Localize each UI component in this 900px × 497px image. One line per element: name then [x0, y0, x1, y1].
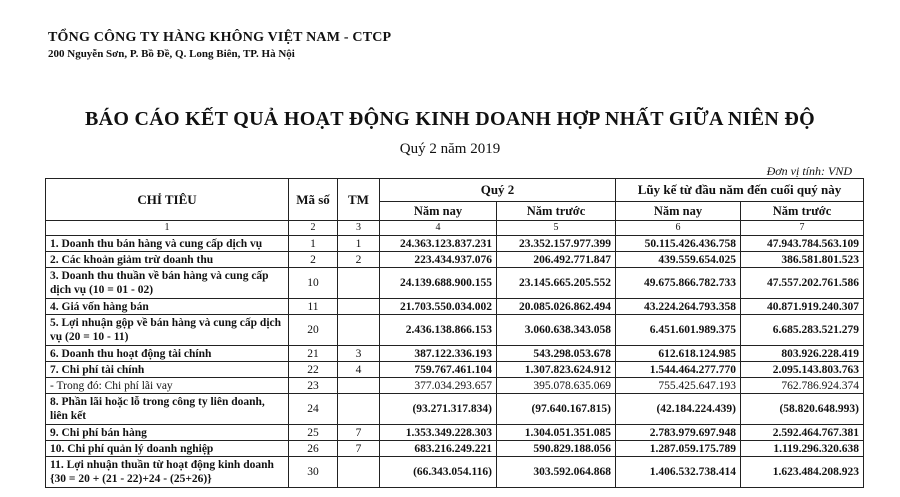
quarter-last-year-value: 3.060.638.343.058 [497, 315, 616, 346]
line-item-code: 20 [289, 315, 338, 346]
line-item-note [338, 394, 380, 425]
ytd-this-year-value: 1.287.059.175.789 [616, 441, 741, 457]
quarter-this-year-value: 683.216.249.221 [380, 441, 497, 457]
column-index: 5 [497, 221, 616, 236]
col-header-quarter: Quý 2 [380, 179, 616, 202]
line-item-note: 7 [338, 425, 380, 441]
column-index: 4 [380, 221, 497, 236]
ytd-last-year-value: 1.119.296.320.638 [741, 441, 864, 457]
quarter-this-year-value: 387.122.336.193 [380, 346, 497, 362]
quarter-last-year-value: 23.352.157.977.399 [497, 236, 616, 252]
ytd-this-year-value: (42.184.224.439) [616, 394, 741, 425]
ytd-last-year-value: 6.685.283.521.279 [741, 315, 864, 346]
report-period: Quý 2 năm 2019 [399, 141, 501, 157]
ytd-this-year-value: 1.544.464.277.770 [616, 362, 741, 378]
table-row [46, 425, 864, 441]
line-item-code: 1 [289, 236, 338, 252]
col-header-ytd-this-year: Năm nay [616, 202, 741, 221]
line-item-note [338, 315, 380, 346]
ytd-last-year-value: 762.786.924.374 [741, 378, 864, 394]
column-index: 3 [338, 221, 380, 236]
line-item-note [338, 299, 380, 315]
ytd-this-year-value: 1.406.532.738.414 [616, 457, 741, 488]
table-row [46, 362, 864, 378]
table-row [46, 252, 864, 268]
line-item-name: 4. Giá vốn hàng bán [46, 299, 289, 315]
column-index: 6 [616, 221, 741, 236]
ytd-this-year-value: 50.115.426.436.758 [616, 236, 741, 252]
line-item-note: 3 [338, 346, 380, 362]
company-name: TỔNG CÔNG TY HÀNG KHÔNG VIỆT NAM - CTCP [48, 30, 392, 45]
header-row-1 [46, 179, 864, 202]
line-item-note: 4 [338, 362, 380, 378]
line-item-code: 30 [289, 457, 338, 488]
table-row [46, 378, 864, 394]
quarter-last-year-value: 1.307.823.624.912 [497, 362, 616, 378]
line-item-code: 2 [289, 252, 338, 268]
company-address: 200 Nguyễn Sơn, P. Bồ Đề, Q. Long Biên, TP. Hà Nội [48, 48, 295, 60]
quarter-last-year-value: 395.078.635.069 [497, 378, 616, 394]
col-header-quarter-this-year: Năm nay [380, 202, 497, 221]
table-row [46, 346, 864, 362]
quarter-last-year-value: 1.304.051.351.085 [497, 425, 616, 441]
quarter-this-year-value: 223.434.937.076 [380, 252, 497, 268]
line-item-name: 2. Các khoản giảm trừ doanh thu [46, 252, 289, 268]
income-statement-table [45, 178, 864, 488]
table-row [46, 236, 864, 252]
quarter-this-year-value: 2.436.138.866.153 [380, 315, 497, 346]
line-item-code: 22 [289, 362, 338, 378]
line-item-name: 8. Phần lãi hoặc lỗ trong công ty liên doanh, liên kết [46, 394, 289, 425]
report-title: BÁO CÁO KẾT QUẢ HOẠT ĐỘNG KINH DOANH HỢP NHẤT GIỮA NIÊN ĐỘ [84, 108, 816, 130]
table-row [46, 268, 864, 299]
line-item-code: 25 [289, 425, 338, 441]
col-header-chi-tieu: CHỈ TIÊU [46, 179, 289, 221]
quarter-this-year-value: (93.271.317.834) [380, 394, 497, 425]
column-index-row [46, 221, 864, 236]
quarter-last-year-value: 590.829.188.056 [497, 441, 616, 457]
line-item-name: 9. Chi phí bán hàng [46, 425, 289, 441]
quarter-last-year-value: (97.640.167.815) [497, 394, 616, 425]
quarter-last-year-value: 206.492.771.847 [497, 252, 616, 268]
line-item-name: 11. Lợi nhuận thuần từ hoạt động kinh doanh {30 = 20 + (21 - 22)+24 - (25+26)} [46, 457, 289, 488]
ytd-this-year-value: 755.425.647.193 [616, 378, 741, 394]
line-item-note: 2 [338, 252, 380, 268]
quarter-this-year-value: 377.034.293.657 [380, 378, 497, 394]
ytd-last-year-value: 2.592.464.767.381 [741, 425, 864, 441]
quarter-this-year-value: 24.363.123.837.231 [380, 236, 497, 252]
report-body [46, 236, 864, 488]
currency-unit: Đơn vị tính: VND [766, 164, 852, 178]
ytd-last-year-value: (58.820.648.993) [741, 394, 864, 425]
line-item-code: 10 [289, 268, 338, 299]
line-item-name: 6. Doanh thu hoạt động tài chính [46, 346, 289, 362]
column-index: 2 [289, 221, 338, 236]
ytd-last-year-value: 803.926.228.419 [741, 346, 864, 362]
quarter-last-year-value: 543.298.053.678 [497, 346, 616, 362]
table-row [46, 299, 864, 315]
line-item-name: - Trong đó: Chi phí lãi vay [46, 378, 289, 394]
line-item-note [338, 378, 380, 394]
line-item-code: 23 [289, 378, 338, 394]
line-item-name: 7. Chi phí tài chính [46, 362, 289, 378]
ytd-last-year-value: 386.581.801.523 [741, 252, 864, 268]
line-item-note: 7 [338, 441, 380, 457]
ytd-this-year-value: 2.783.979.697.948 [616, 425, 741, 441]
quarter-last-year-value: 303.592.064.868 [497, 457, 616, 488]
table-row [46, 457, 864, 488]
line-item-name: 10. Chi phí quản lý doanh nghiệp [46, 441, 289, 457]
ytd-this-year-value: 439.559.654.025 [616, 252, 741, 268]
line-item-note: 1 [338, 236, 380, 252]
ytd-last-year-value: 1.623.484.208.923 [741, 457, 864, 488]
ytd-this-year-value: 49.675.866.782.733 [616, 268, 741, 299]
quarter-this-year-value: 1.353.349.228.303 [380, 425, 497, 441]
line-item-code: 24 [289, 394, 338, 425]
line-item-code: 26 [289, 441, 338, 457]
column-index: 1 [46, 221, 289, 236]
table-row [46, 441, 864, 457]
ytd-this-year-value: 612.618.124.985 [616, 346, 741, 362]
line-item-note [338, 268, 380, 299]
line-item-note [338, 457, 380, 488]
ytd-last-year-value: 47.557.202.761.586 [741, 268, 864, 299]
quarter-this-year-value: (66.343.054.116) [380, 457, 497, 488]
quarter-last-year-value: 23.145.665.205.552 [497, 268, 616, 299]
col-header-ytd-last-year: Năm trước [741, 202, 864, 221]
line-item-name: 5. Lợi nhuận gộp về bán hàng và cung cấp dịch vụ (20 = 10 - 11) [46, 315, 289, 346]
table-row [46, 394, 864, 425]
ytd-this-year-value: 6.451.601.989.375 [616, 315, 741, 346]
col-header-quarter-last-year: Năm trước [497, 202, 616, 221]
line-item-name: 3. Doanh thu thuần về bán hàng và cung cấp dịch vụ (10 = 01 - 02) [46, 268, 289, 299]
line-item-name: 1. Doanh thu bán hàng và cung cấp dịch vụ [46, 236, 289, 252]
line-item-code: 21 [289, 346, 338, 362]
col-header-ytd: Lũy kế từ đầu năm đến cuối quý này [616, 179, 864, 202]
table-row [46, 315, 864, 346]
ytd-this-year-value: 43.224.264.793.358 [616, 299, 741, 315]
ytd-last-year-value: 47.943.784.563.109 [741, 236, 864, 252]
quarter-this-year-value: 21.703.550.034.002 [380, 299, 497, 315]
column-index: 7 [741, 221, 864, 236]
ytd-last-year-value: 40.871.919.240.307 [741, 299, 864, 315]
quarter-this-year-value: 759.767.461.104 [380, 362, 497, 378]
quarter-this-year-value: 24.139.688.900.155 [380, 268, 497, 299]
col-header-ma-so: Mã số [289, 179, 338, 221]
ytd-last-year-value: 2.095.143.803.763 [741, 362, 864, 378]
col-header-tm: TM [338, 179, 380, 221]
line-item-code: 11 [289, 299, 338, 315]
quarter-last-year-value: 20.085.026.862.494 [497, 299, 616, 315]
